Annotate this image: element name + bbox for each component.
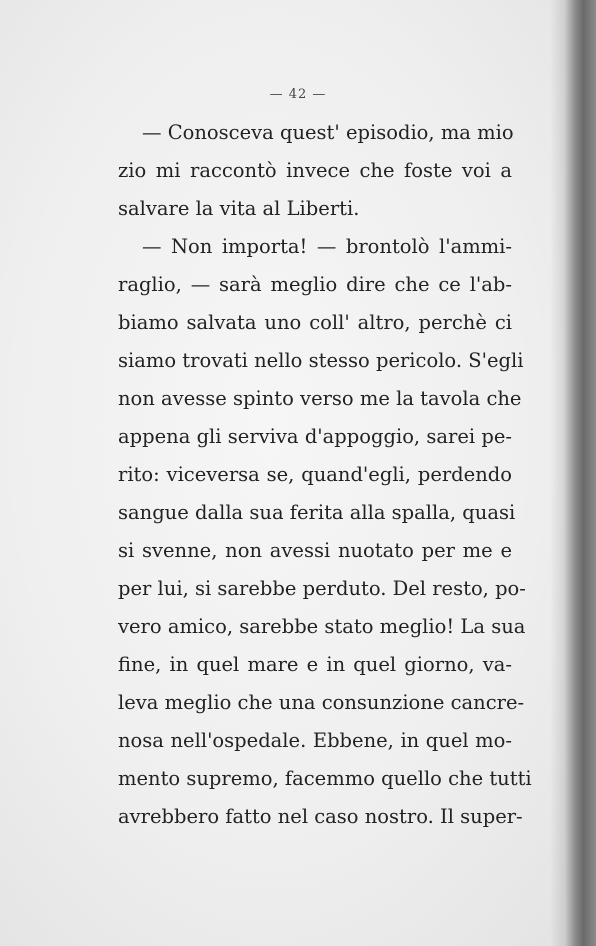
gutter-shadow	[550, 0, 564, 946]
text-line: per lui, si sarebbe perduto. Del resto, po-	[118, 577, 526, 600]
page-number: — 42 —	[269, 87, 327, 102]
text-line: raglio, — sarà meglio dire che ce l'ab-	[118, 273, 512, 296]
text-line: sangue dalla sua ferita alla spalla, quasi	[118, 501, 516, 524]
text-line: biamo salvata uno coll' altro, perchè ci	[118, 311, 512, 334]
text-line: leva meglio che una consunzione cancre-	[118, 691, 525, 714]
page-edge	[564, 0, 596, 946]
text-line: — Conosceva quest' episodio, ma mio	[142, 121, 514, 144]
text-line: siamo trovati nello stesso pericolo. S'egli	[118, 349, 524, 372]
text-line: rito: viceversa se, quand'egli, perdendo	[118, 463, 512, 486]
text-line: si svenne, non avessi nuotato per me e	[118, 539, 512, 562]
text-line: fine, in quel mare e in quel giorno, va-	[118, 653, 512, 676]
text-line: appena gli serviva d'appoggio, sarei pe-	[118, 425, 512, 448]
text-line: nosa nell'ospedale. Ebbene, in quel mo-	[118, 729, 512, 752]
text-line: avrebbero fatto nel caso nostro. Il super-	[118, 805, 523, 828]
body-text	[118, 114, 532, 836]
text-line: zio mi raccontò invece che foste voi a	[118, 159, 512, 182]
text-line: salvare la vita al Liberti.	[118, 197, 360, 220]
text-line: vero amico, sarebbe stato meglio! La sua	[118, 615, 526, 638]
text-line: — Non importa! — brontolò l'ammi-	[142, 235, 512, 258]
text-line: mento supremo, facemmo quello che tutti	[118, 767, 532, 790]
text-line: non avesse spinto verso me la tavola che	[118, 387, 522, 410]
